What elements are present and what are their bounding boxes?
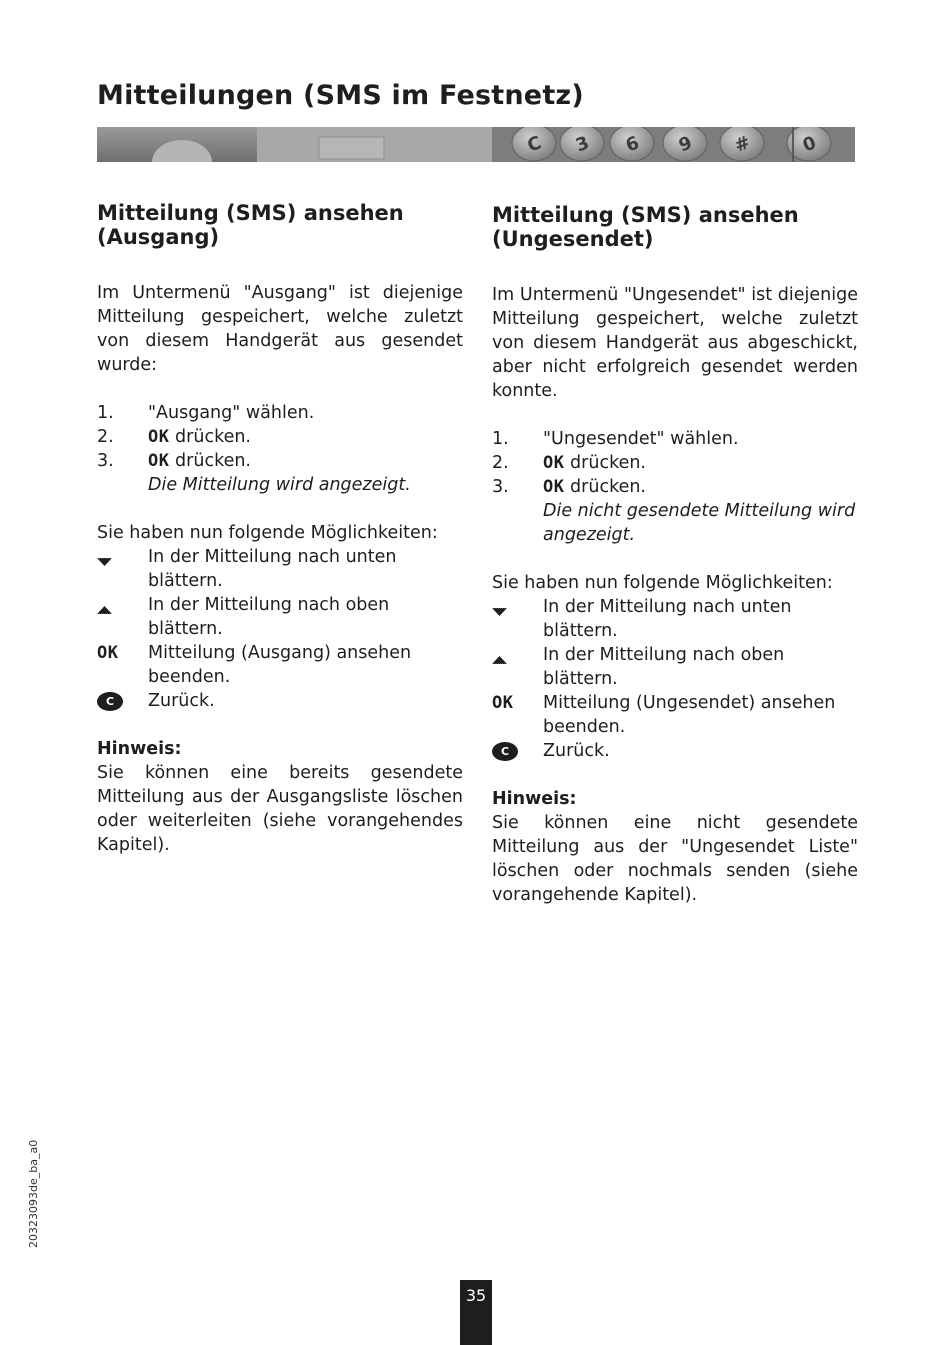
heading-line-2: (Ungesendet): [492, 227, 654, 251]
scroll-up-icon: [492, 648, 508, 672]
c-key-icon: C: [492, 742, 518, 761]
option-back: [97, 689, 463, 713]
intro-text: Im Untermenü "Ungesendet" ist diejenige Mitteilung gespeichert, welche zuletzt von diesem Handgerät aus abgeschickt, aber nicht erfolgreich gesendet werden konnte.: [492, 285, 858, 401]
option-text: In der Mitteilung nach unten blättern.: [148, 547, 397, 591]
step-number: 2.: [97, 427, 114, 447]
intro-text: Im Untermenü "Ausgang" ist diejenige Mitteilung gespeichert, welche zuletzt von diesem Handgerät aus gesendet wurde:: [97, 283, 463, 375]
option-back: [492, 739, 858, 763]
option-text: Zurück.: [148, 691, 215, 711]
heading-line-2: (Ausgang): [97, 225, 220, 249]
left-column: [97, 201, 463, 857]
scroll-down-icon: [97, 550, 113, 574]
step-number: 1.: [97, 403, 114, 423]
step-text: "Ausgang" wählen.: [148, 403, 315, 423]
ok-key-icon: OK: [148, 451, 170, 471]
keypad-key-label: 3: [573, 132, 592, 157]
keypad-photo-icon: [97, 127, 855, 162]
option-text: Mitteilung (Ausgang) ansehen beenden.: [148, 643, 412, 687]
option-text: Zurück.: [543, 741, 610, 761]
option-text: In der Mitteilung nach oben blättern.: [543, 645, 785, 689]
step-text: drücken.: [169, 451, 251, 471]
right-column: [492, 203, 858, 907]
keypad-key-label: C: [524, 132, 545, 157]
option-scroll-down: [492, 595, 858, 643]
ok-key-icon: OK: [543, 453, 565, 473]
step-1: [492, 427, 858, 451]
hint-title: Hinweis:: [492, 789, 577, 809]
option-end-view: [97, 641, 463, 689]
phone-keypad-banner: [97, 127, 855, 162]
scroll-up-icon: [97, 598, 113, 622]
step-number: 3.: [492, 477, 509, 497]
step-text: drücken.: [564, 453, 646, 473]
step-3: [492, 475, 858, 499]
option-text: Mitteilung (Ungesendet) ansehen beenden.: [543, 693, 836, 737]
keypad-key-label: #: [731, 131, 754, 157]
step-number: 2.: [492, 453, 509, 473]
step-number: 1.: [492, 429, 509, 449]
ok-key-icon: OK: [492, 693, 514, 713]
step-text: drücken.: [169, 427, 251, 447]
options-intro: Sie haben nun folgende Möglichkeiten:: [97, 523, 438, 543]
keypad-key-label: 0: [800, 132, 819, 157]
hint-text: Sie können eine bereits gesendete Mitteilung aus der Ausgangsliste löschen oder weiterleiten (siehe vorangehendes Kapitel).: [97, 763, 463, 855]
ok-key-icon: OK: [148, 427, 170, 447]
step-result: Die nicht gesendete Mitteilung wird angezeigt.: [543, 501, 856, 545]
page-title: Mitteilungen (SMS im Festnetz): [97, 80, 584, 111]
option-end-view: [492, 691, 858, 739]
section-heading-ausgang: [97, 201, 463, 249]
page-number: 35: [465, 1286, 487, 1305]
step-text: "Ungesendet" wählen.: [543, 429, 739, 449]
option-scroll-up: [97, 593, 463, 641]
page-number-tab: [460, 1280, 492, 1345]
hint-text: Sie können eine nicht gesendete Mitteilung aus der "Ungesendet Liste" löschen oder nochmals senden (siehe vorangehende Kapitel).: [492, 813, 858, 905]
ok-key-icon: OK: [97, 643, 119, 663]
c-key-icon: C: [97, 692, 123, 711]
step-2: [97, 425, 463, 449]
heading-line-1: Mitteilung (SMS) ansehen: [492, 203, 799, 227]
option-text: In der Mitteilung nach unten blättern.: [543, 597, 792, 641]
hint-title: Hinweis:: [97, 739, 182, 759]
section-heading-ungesendet: [492, 203, 858, 251]
step-3: [97, 449, 463, 473]
step-result: Die Mitteilung wird angezeigt.: [148, 475, 411, 495]
document-code: 20323093de_ba_a0: [27, 1139, 40, 1248]
options-intro: Sie haben nun folgende Möglichkeiten:: [492, 573, 833, 593]
step-number: 3.: [97, 451, 114, 471]
keypad-key-label: 6: [623, 132, 642, 157]
scroll-down-icon: [492, 600, 508, 624]
option-scroll-up: [492, 643, 858, 691]
keypad-key-label: 9: [676, 132, 695, 157]
step-1: [97, 401, 463, 425]
option-scroll-down: [97, 545, 463, 593]
ok-key-icon: OK: [543, 477, 565, 497]
option-text: In der Mitteilung nach oben blättern.: [148, 595, 390, 639]
heading-line-1: Mitteilung (SMS) ansehen: [97, 201, 404, 225]
step-text: drücken.: [564, 477, 646, 497]
step-2: [492, 451, 858, 475]
